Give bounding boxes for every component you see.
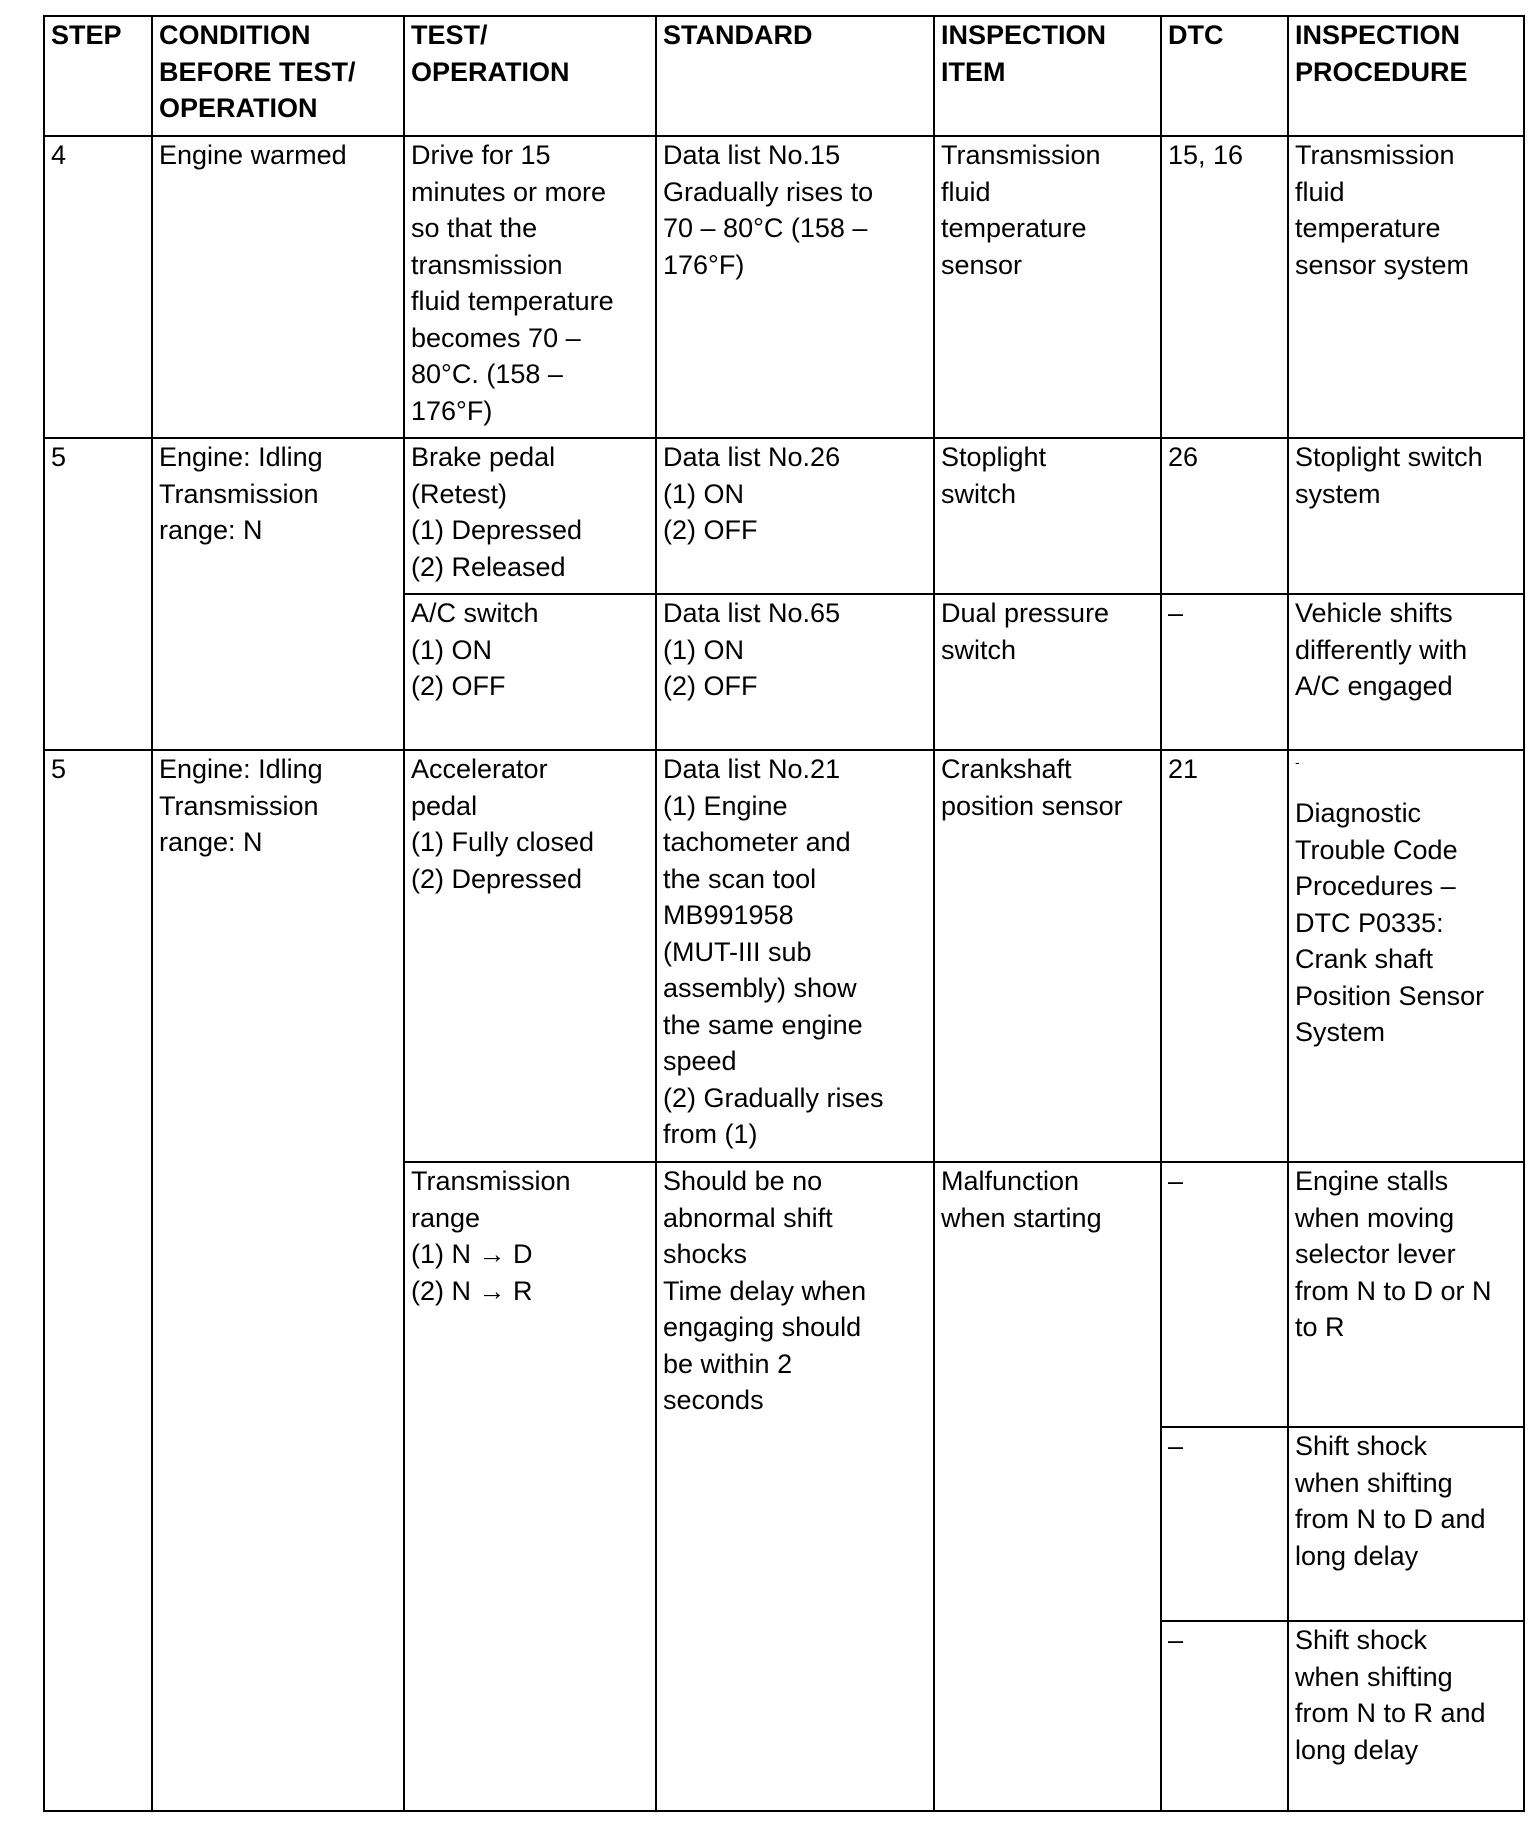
header-procedure: INSPECTION PROCEDURE	[1288, 16, 1524, 136]
cell-standard: Should be no abnormal shift shocks Time delay when engaging should be within 2 seconds	[656, 1162, 934, 1811]
cell-standard: Data list No.65 (1) ON (2) OFF	[656, 594, 934, 750]
cell-dtc: 21	[1161, 750, 1288, 1162]
cell-inspection-item: Malfunction when starting	[934, 1162, 1161, 1811]
cell-procedure-container	[1288, 750, 1524, 1162]
cell-standard: Data list No.21 (1) Engine tachometer and the scan tool MB991958 (MUT-III sub assembly) show the same engine speed (2) Gradually rises from (1)	[656, 750, 934, 1162]
cell-procedure: Transmission fluid temperature sensor system	[1288, 136, 1524, 438]
cell-inspection-item: Transmission fluid temperature sensor	[934, 136, 1161, 438]
cell-step: 5	[44, 750, 152, 1811]
cell-condition: Engine: Idling Transmission range: N	[152, 438, 404, 750]
cell-procedure: Shift shock when shifting from N to R and long delay	[1288, 1621, 1524, 1811]
table-row	[44, 136, 1524, 438]
procedure-mark: -	[1295, 754, 1300, 770]
cell-dtc: –	[1161, 1162, 1288, 1427]
cell-test: Transmission range (1) N → D (2) N → R	[404, 1162, 656, 1811]
table-row	[44, 438, 1524, 594]
cell-inspection-item: Crankshaft position sensor	[934, 750, 1161, 1162]
cell-step: 4	[44, 136, 152, 438]
header-dtc: DTC	[1161, 16, 1288, 136]
inspection-table	[43, 15, 1525, 1812]
cell-dtc: –	[1161, 1427, 1288, 1621]
cell-dtc: 15, 16	[1161, 136, 1288, 438]
cell-procedure: Engine stalls when moving selector lever from N to D or N to R	[1288, 1162, 1524, 1427]
cell-test: Drive for 15 minutes or more so that the transmission fluid temperature becomes 70 – 80°C. (158 – 176°F)	[404, 136, 656, 438]
cell-procedure: Vehicle shifts differently with A/C engaged	[1288, 594, 1524, 750]
cell-standard: Data list No.15 Gradually rises to 70 – 80°C (158 – 176°F)	[656, 136, 934, 438]
table-row	[44, 750, 1524, 1162]
cell-procedure: Shift shock when shifting from N to D and long delay	[1288, 1427, 1524, 1621]
table-header-row	[44, 16, 1524, 136]
cell-dtc: –	[1161, 1621, 1288, 1811]
header-test: TEST/ OPERATION	[404, 16, 656, 136]
cell-dtc: 26	[1161, 438, 1288, 594]
cell-step: 5	[44, 438, 152, 750]
cell-procedure: Diagnostic Trouble Code Procedures – DTC P0335: Crank shaft Position Sensor System	[1295, 798, 1485, 1047]
cell-dtc: –	[1161, 594, 1288, 750]
cell-test: A/C switch (1) ON (2) OFF	[404, 594, 656, 750]
header-condition: CONDITION BEFORE TEST/ OPERATION	[152, 16, 404, 136]
cell-test: Brake pedal (Retest) (1) Depressed (2) Released	[404, 438, 656, 594]
inspection-table-container	[43, 15, 1525, 1812]
header-inspection-item: INSPECTION ITEM	[934, 16, 1161, 136]
cell-inspection-item: Dual pressure switch	[934, 594, 1161, 750]
header-step: STEP	[44, 16, 152, 136]
cell-test: Accelerator pedal (1) Fully closed (2) Depressed	[404, 750, 656, 1162]
cell-procedure: Stoplight switch system	[1288, 438, 1524, 594]
cell-condition: Engine warmed	[152, 136, 404, 438]
cell-condition: Engine: Idling Transmission range: N	[152, 750, 404, 1811]
cell-standard: Data list No.26 (1) ON (2) OFF	[656, 438, 934, 594]
header-standard: STANDARD	[656, 16, 934, 136]
cell-inspection-item: Stoplight switch	[934, 438, 1161, 594]
